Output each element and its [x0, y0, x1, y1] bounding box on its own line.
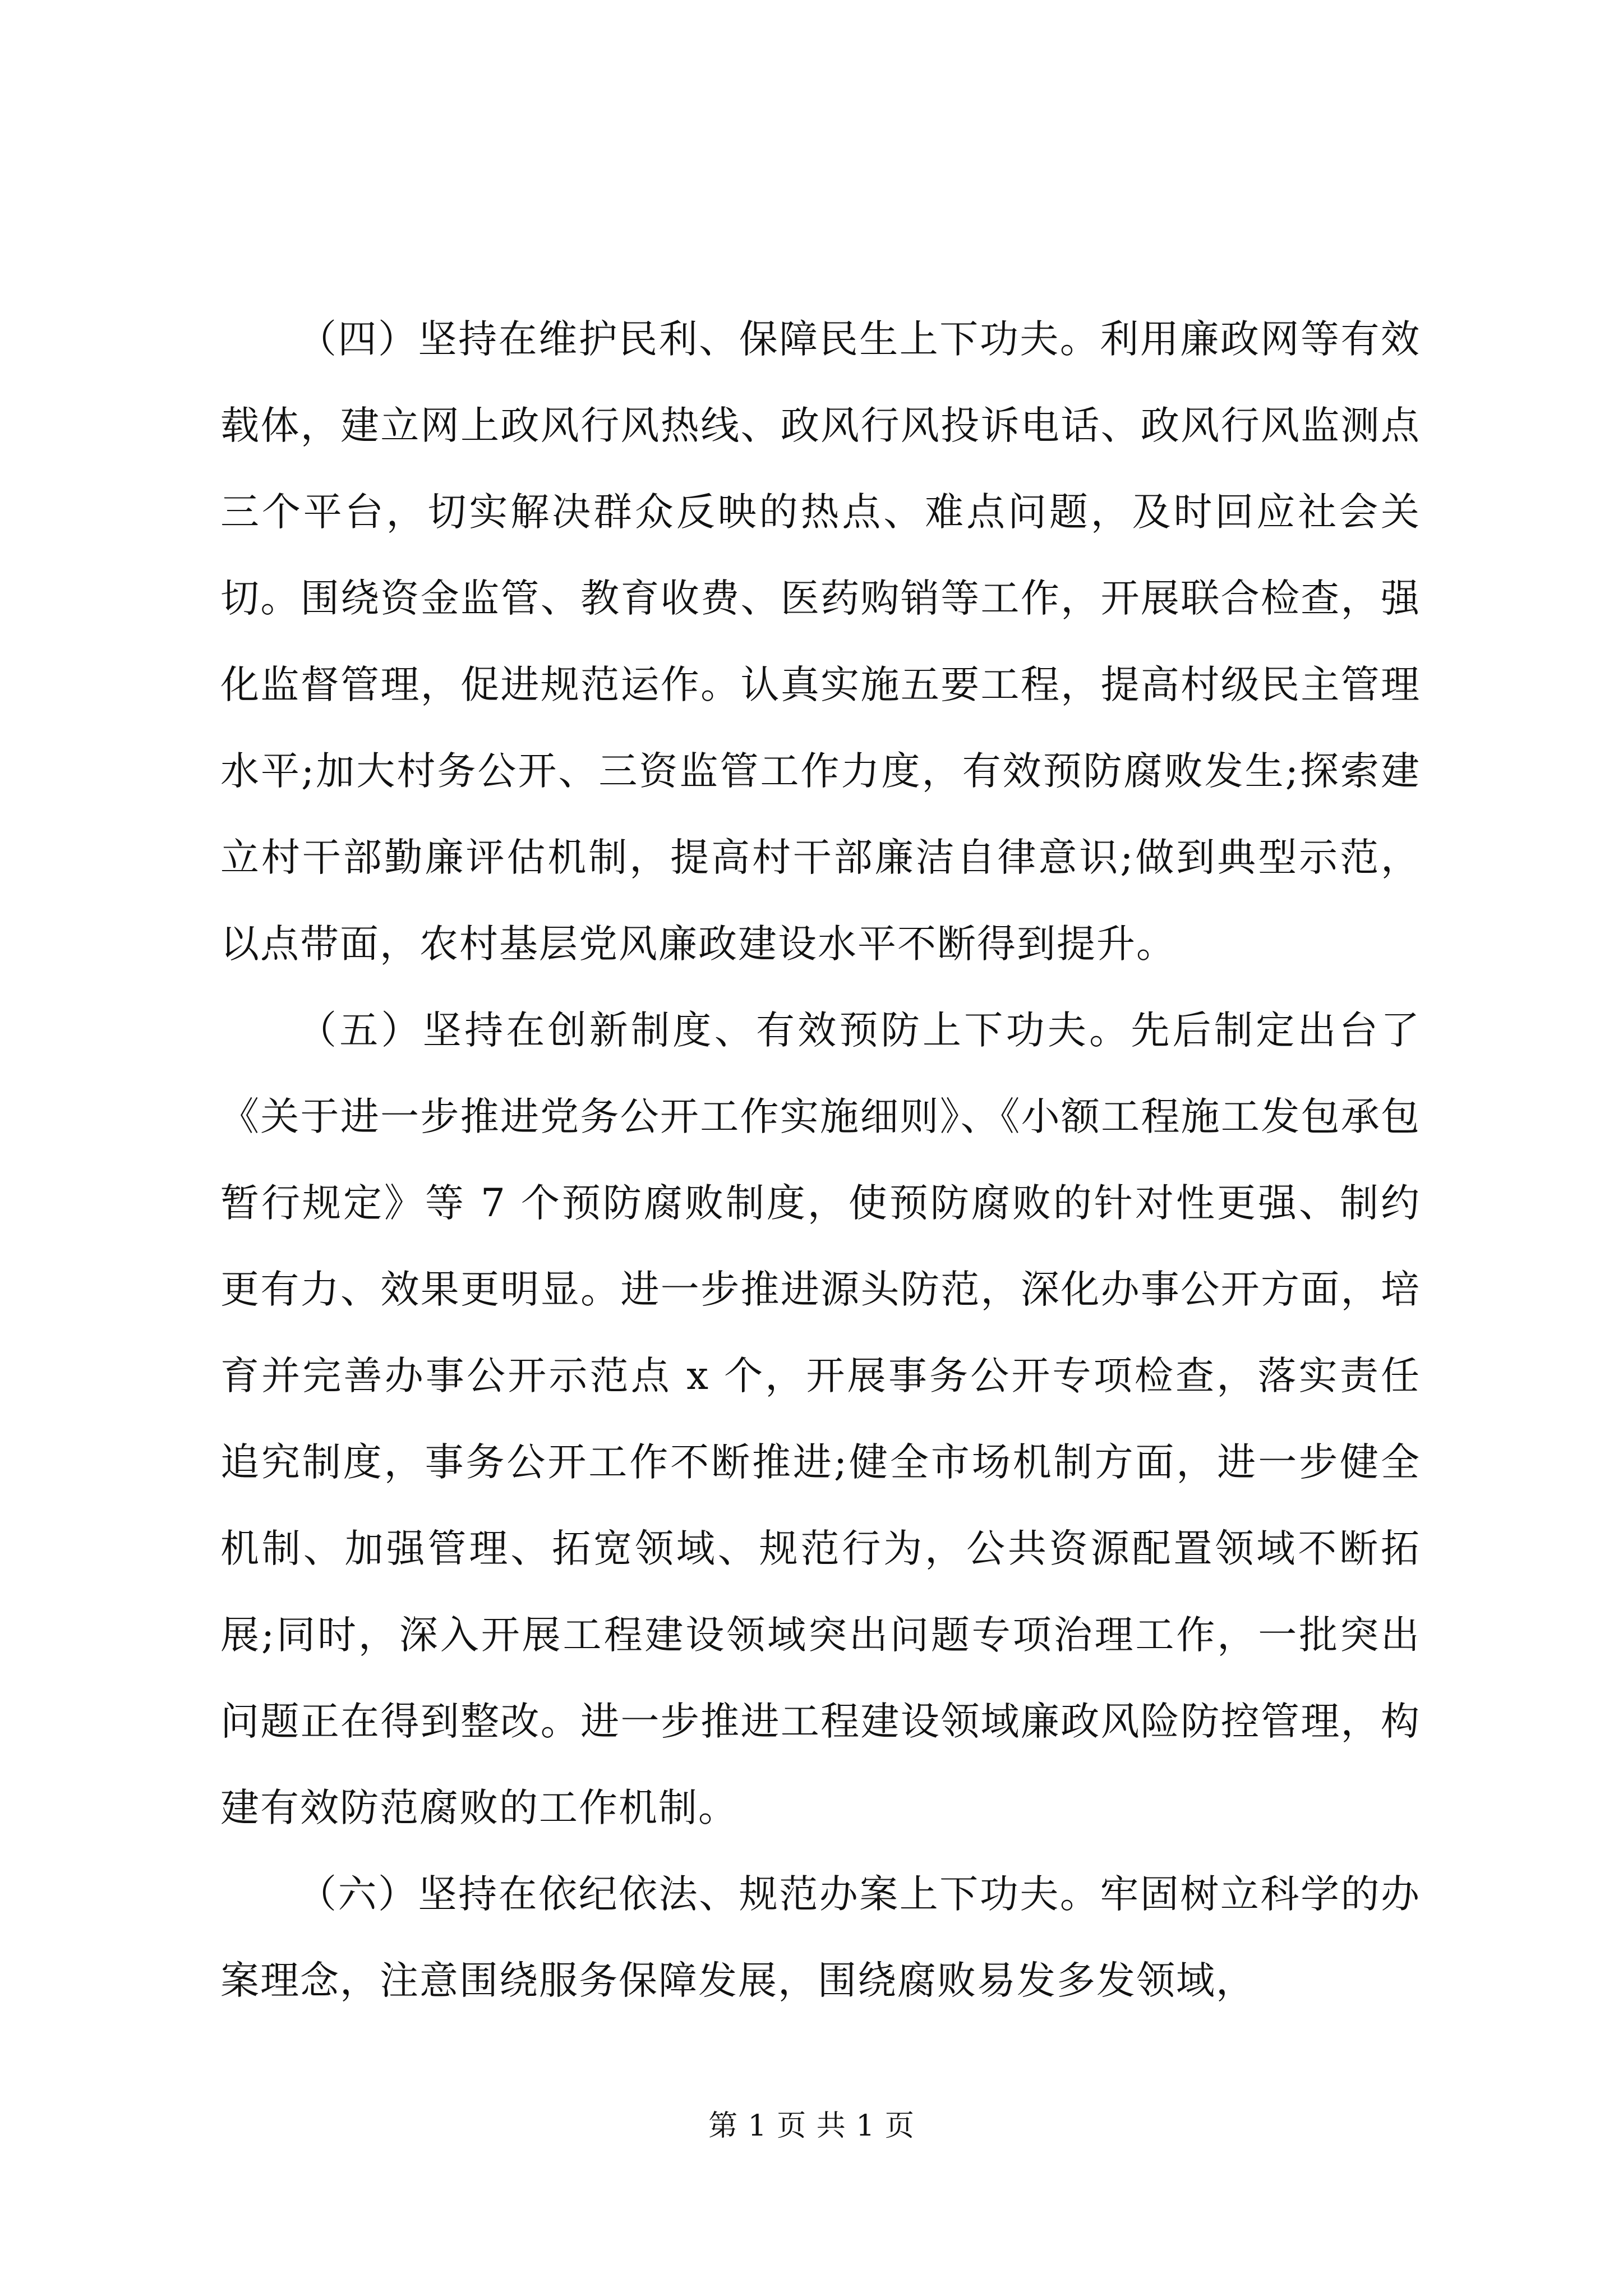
paragraph-6: （六）坚持在依纪依法、规范办案上下功夫。牢固树立科学的办案理念，注意围绕服务保障发展，围绕腐败易发多发领域， — [220, 1872, 1421, 2003]
body-text — [220, 296, 1421, 2024]
paragraph-5: （五）坚持在创新制度、有效预防上下功夫。先后制定出台了《关于进一步推进党务公开工作实施细则》、《小额工程施工发包承包暂行规定》等 7 个预防腐败制度，使预防腐败的针对性更强、制约更有力、效果更明显。进一步推进源头防范，深化办事公开方面，培育并完善办事公开示范点 x 个，开展事务公开专项检查，落实责任追究制度，事务公开工作不断推进;健全市场机制方面，进一步健全机制、加强管理、拓宽领域、规范行为，公共资源配置领域不断拓展;同时，深入开展工程建设领域突出问题专项治理工作，一批突出问题正在得到整改。进一步推进工程建设领域廉政风险防控管理，构建有效防范腐败的工作机制。 — [220, 1008, 1421, 1830]
page-footer: 第 1 页 共 1 页 — [708, 2109, 915, 2143]
paragraph-4: （四）坚持在维护民利、保障民生上下功夫。利用廉政网等有效载体，建立网上政风行风热线、政风行风投诉电话、政风行风监测点三个平台，切实解决群众反映的热点、难点问题，及时回应社会关切。围绕资金监管、教育收费、医药购销等工作，开展联合检查，强化监督管理，促进规范运作。认真实施五要工程，提高村级民主管理水平;加大村务公开、三资监管工作力度，有效预防腐败发生;探索建立村干部勤廉评估机制，提高村干部廉洁自律意识;做到典型示范，以点带面，农村基层党风廉政建设水平不断得到提升。 — [220, 317, 1421, 967]
